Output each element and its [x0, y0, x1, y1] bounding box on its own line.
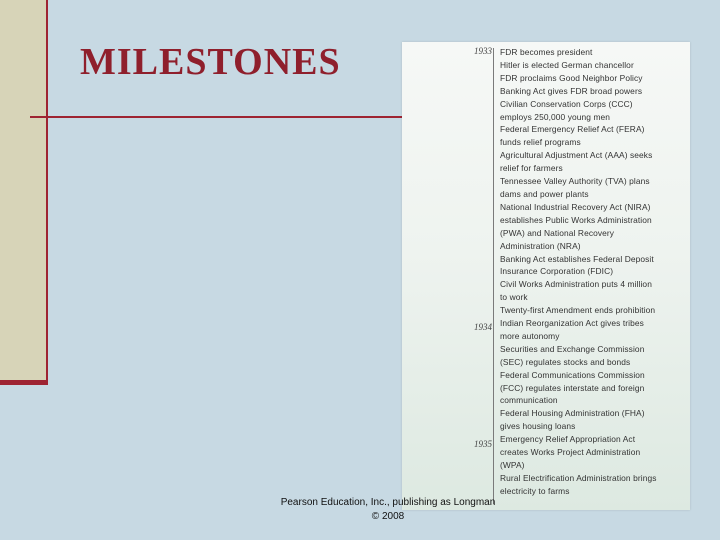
timeline-event-line: Insurance Corporation (FDIC) — [500, 266, 614, 277]
timeline-event-line: electricity to farms — [500, 485, 570, 496]
timeline-event-line: Indian Reorganization Act gives tribes — [500, 318, 644, 329]
timeline-event-line: Civilian Conservation Corps (CCC) — [500, 98, 633, 109]
timeline-event-line: relief for farmers — [500, 163, 563, 174]
side-accent-edge — [46, 0, 48, 385]
timeline-event-line: Hitler is elected German chancellor — [500, 59, 634, 70]
title-underline — [30, 116, 402, 118]
timeline-event-line: Securities and Exchange Commission — [500, 343, 645, 354]
timeline-event-line: employs 250,000 young men — [500, 111, 611, 122]
side-accent-rule — [0, 380, 48, 385]
timeline-event-line: gives housing loans — [500, 421, 576, 432]
timeline-event-line: (FCC) regulates interstate and foreign — [500, 382, 645, 393]
timeline-event-line: (SEC) regulates stocks and bonds — [500, 356, 631, 367]
timeline-event-line: creates Works Project Administration — [500, 447, 641, 458]
timeline-event-line: dams and power plants — [500, 188, 589, 199]
timeline-event-line: Rural Electrification Administration brings — [500, 472, 657, 483]
timeline-event-line: Administration (NRA) — [500, 240, 581, 251]
timeline-event-line: (PWA) and National Recovery — [500, 227, 615, 238]
timeline-events — [500, 46, 686, 498]
timeline-event-line: (WPA) — [500, 460, 525, 470]
side-accent-bar — [0, 0, 46, 384]
timeline-event-line: more autonomy — [500, 330, 560, 341]
timeline-event-line: National Industrial Recovery Act (NIRA) — [500, 201, 651, 212]
timeline-event-line: Banking Act gives FDR broad powers — [500, 85, 643, 96]
timeline-event-line: FDR becomes president — [500, 47, 593, 57]
timeline-event-line: to work — [500, 292, 528, 303]
timeline-event-line: Tennessee Valley Authority (TVA) plans — [500, 176, 650, 187]
copyright-credit — [262, 496, 514, 524]
timeline-event-line: Federal Housing Administration (FHA) — [500, 408, 645, 419]
timeline-event-line: FDR proclaims Good Neighbor Policy — [500, 72, 643, 83]
timeline-event-line: Emergency Relief Appropriation Act — [500, 434, 636, 445]
timeline-year-1934: 1934 — [474, 322, 492, 332]
timeline-event-line: Agricultural Adjustment Act (AAA) seeks — [500, 150, 653, 161]
timeline-year-1935: 1935 — [474, 439, 492, 449]
timeline-event-line: Federal Emergency Relief Act (FERA) — [500, 124, 645, 135]
slide-title: MILESTONES — [80, 41, 341, 83]
timeline-event-line: Civil Works Administration puts 4 million — [500, 279, 652, 290]
timeline-image — [402, 42, 690, 510]
timeline-event-line: establishes Public Works Administration — [500, 214, 652, 225]
timeline-event-line: communication — [500, 395, 558, 406]
timeline-event-line: Banking Act establishes Federal Deposit — [500, 253, 654, 264]
timeline-event-line: Federal Communications Commission — [500, 369, 645, 380]
timeline-year-1933: 1933 — [474, 46, 492, 56]
timeline-event-line: funds relief programs — [500, 137, 581, 148]
timeline-divider — [493, 48, 494, 504]
credit-year: © 2008 — [371, 511, 405, 522]
credit-publisher: Pearson Education, Inc., publishing as Longman — [280, 497, 496, 508]
timeline-event-line: Twenty-first Amendment ends prohibition — [500, 305, 656, 316]
